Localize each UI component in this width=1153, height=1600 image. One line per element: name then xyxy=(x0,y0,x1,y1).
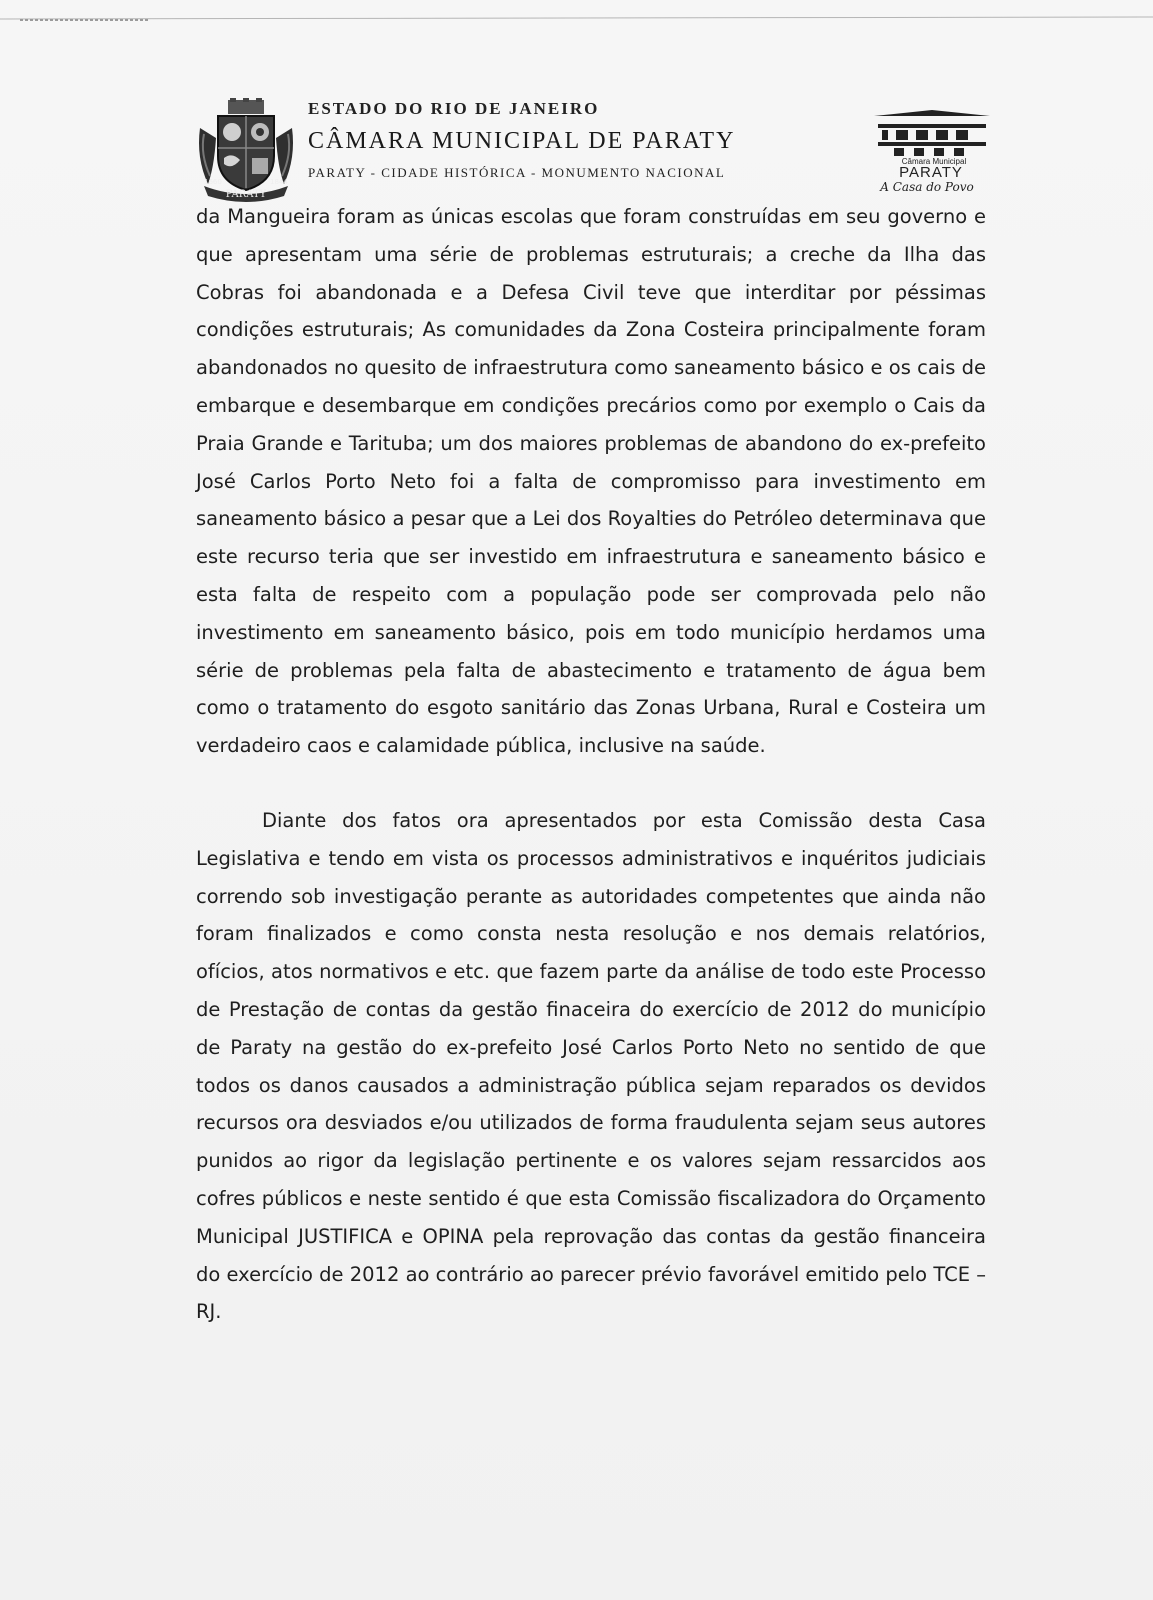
paragraph-1: da Mangueira foram as únicas escolas que foram construídas em seu governo e que apresentam uma série de problemas estruturais; a creche da Ilha das Cobras foi abandonada e a Defesa Civil teve que interditar por péssimas condições estruturais; As comunidades da Zona Costeira principalmente foram abandonados no quesito de infraestrutura como saneamento básico e os cais de embarque e desembarque em condições precários como por exemplo o Cais da Praia Grande e Tarituba; um dos maiores problemas de abandono do ex-prefeito José Carlos Porto Neto foi a falta de compromisso para investimento em saneamento básico a pesar que a Lei dos Royalties do Petróleo determinava que este recurso teria que ser investido em infraestrutura e saneamento básico e esta falta de respeito com a população pode ser comprovada pelo não investimento em saneamento básico, pois em todo município herdamos uma série de problemas pela falta de abastecimento e tratamento de água bem como o tratamento do esgoto sanitário das Zonas Urbana, Rural e Costeira um verdadeiro caos e calamidade pública, inclusive na saúde. xyxy=(196,205,986,758)
logo-small-text: Câmara Municipal xyxy=(901,157,967,166)
scan-artifact-line xyxy=(0,14,1153,24)
logo-name: PARATY xyxy=(899,164,963,181)
state-name: ESTADO DO RIO DE JANEIRO xyxy=(308,99,600,118)
crest-year-left: 1660 xyxy=(204,178,222,186)
crest-banner: PARATY xyxy=(225,189,267,200)
crest-year-right: 1844 xyxy=(270,178,288,186)
chamber-building-icon xyxy=(872,110,992,158)
document-body xyxy=(196,198,986,1331)
logo-tagline: A Casa do Povo xyxy=(880,180,974,194)
chamber-name: CÂMARA MUNICIPAL DE PARATY xyxy=(308,128,736,154)
chamber-logo xyxy=(872,110,992,200)
municipal-coat-of-arms-icon xyxy=(194,98,298,202)
paragraph-2: Diante dos fatos ora apresentados por esta Comissão desta Casa Legislativa e tendo em vista os processos administrativos e inquéritos judiciais correndo sob investigação perante as autoridades competentes que ainda não foram finalizados e como consta nesta resolução e nos demais relatórios, ofícios, atos normativos e etc. que fazem parte da análise de todo este Processo de Prestação de contas da gestão finaceira do exercício de 2012 do município de Paraty na gestão do ex-prefeito José Carlos Porto Neto no sentido de que todos os danos causados a administração pública sejam reparados os devidos recursos ora desviados e/ou utilizados de forma fraudulenta sejam seus autores punidos ao rigor da legislação pertinente e os valores sejam ressarcidos aos cofres públicos e neste sentido é que esta Comissão fiscalizadora do Orçamento Municipal JUSTIFICA e OPINA pela reprovação das contas da gestão financeira do exercício de 2012 ao contrário ao parecer prévio favorável emitido pelo TCE – RJ. xyxy=(196,808,986,1324)
letterhead-subtitle: PARATY - CIDADE HISTÓRICA - MONUMENTO NACIONAL xyxy=(308,165,726,180)
letterhead xyxy=(308,98,848,182)
